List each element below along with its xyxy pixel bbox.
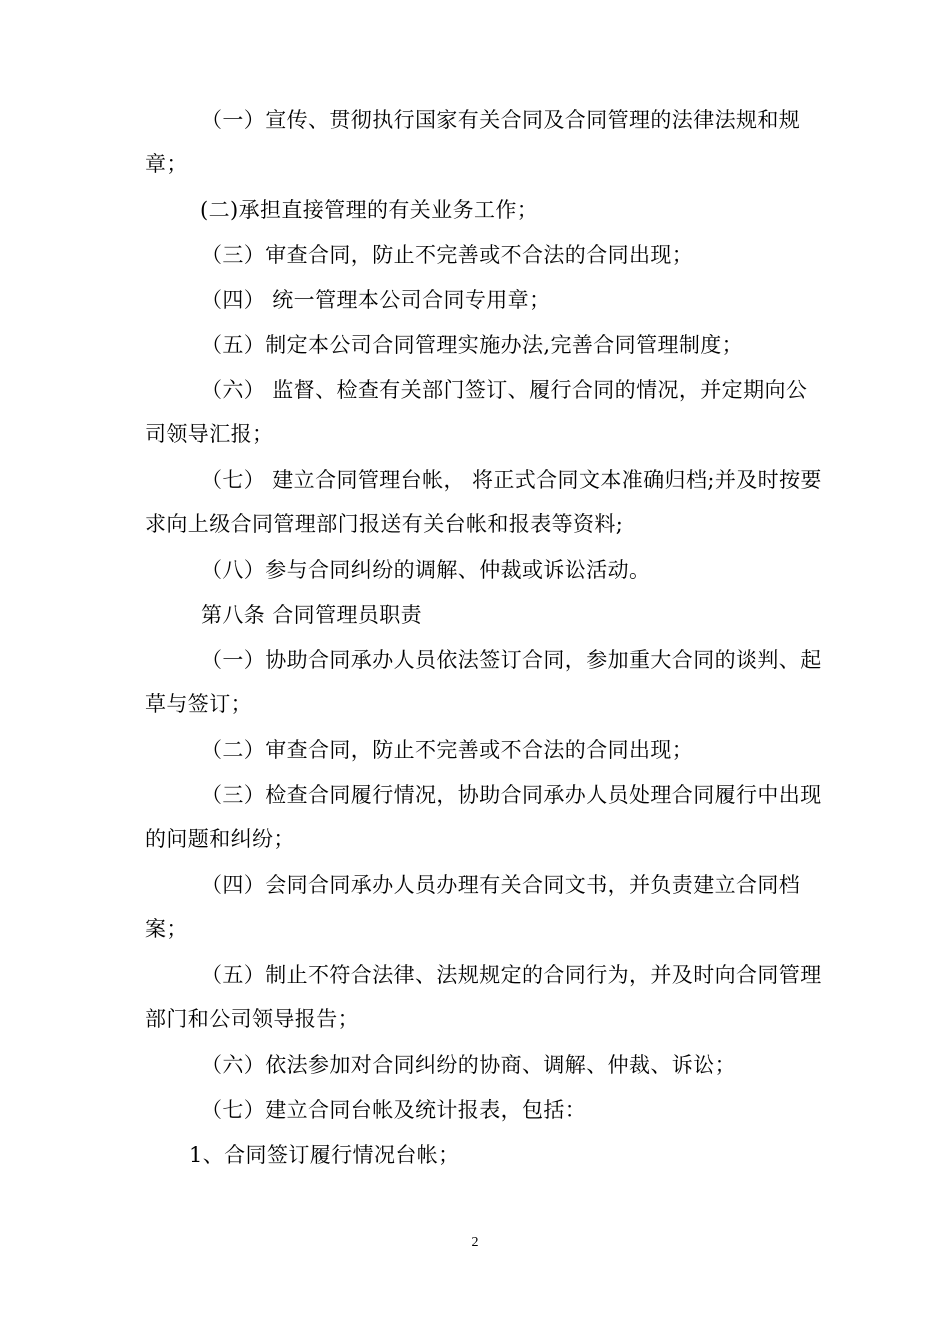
paragraph-7: （七） 建立合同管理台帐， 将正式合同文本准确归档;并及时按要求向上级合同管理部门报送有关台帐和报表等资料; — [145, 468, 822, 536]
paragraph-3: （三）审查合同，防止不完善或不合法的合同出现； — [201, 243, 694, 267]
paragraph-15: （七）建立合同台帐及统计报表，包括： — [201, 1098, 587, 1122]
paragraph-14: （六）依法参加对合同纠纷的协商、调解、仲裁、诉讼； — [201, 1053, 736, 1077]
paragraph-8: （八）参与合同纠纷的调解、仲裁或诉讼活动。 — [201, 558, 651, 582]
paragraph-6: （六） 监督、检查有关部门签订、履行合同的情况，并定期向公司领导汇报； — [145, 378, 808, 446]
paragraph-4: （四） 统一管理本公司合同专用章； — [201, 288, 551, 312]
paragraph-10: （二）审查合同，防止不完善或不合法的合同出现； — [201, 738, 694, 762]
paragraph-1: （一）宣传、贯彻执行国家有关合同及合同管理的法律法规和规章； — [145, 108, 801, 176]
article-heading: 第八条 合同管理员职责 — [201, 603, 423, 627]
paragraph-13: （五）制止不符合法律、法规规定的合同行为，并及时向合同管理部门和公司领导报告； — [145, 963, 822, 1031]
page-number: 2 — [471, 1235, 479, 1250]
paragraph-2: (二)承担直接管理的有关业务工作； — [200, 198, 539, 222]
paragraph-9: （一）协助合同承办人员依法签订合同，参加重大合同的谈判、起草与签订； — [145, 648, 822, 716]
list-item: 1、合同签订履行情况台帐； — [189, 1143, 460, 1167]
paragraph-11: （三）检查合同履行情况，协助合同承办人员处理合同履行中出现的问题和纠纷； — [145, 783, 822, 851]
paragraph-12: （四）会同合同承办人员办理有关合同文书，并负责建立合同档案； — [145, 873, 801, 941]
paragraph-5: （五）制定本公司合同管理实施办法,完善合同管理制度； — [201, 333, 744, 357]
